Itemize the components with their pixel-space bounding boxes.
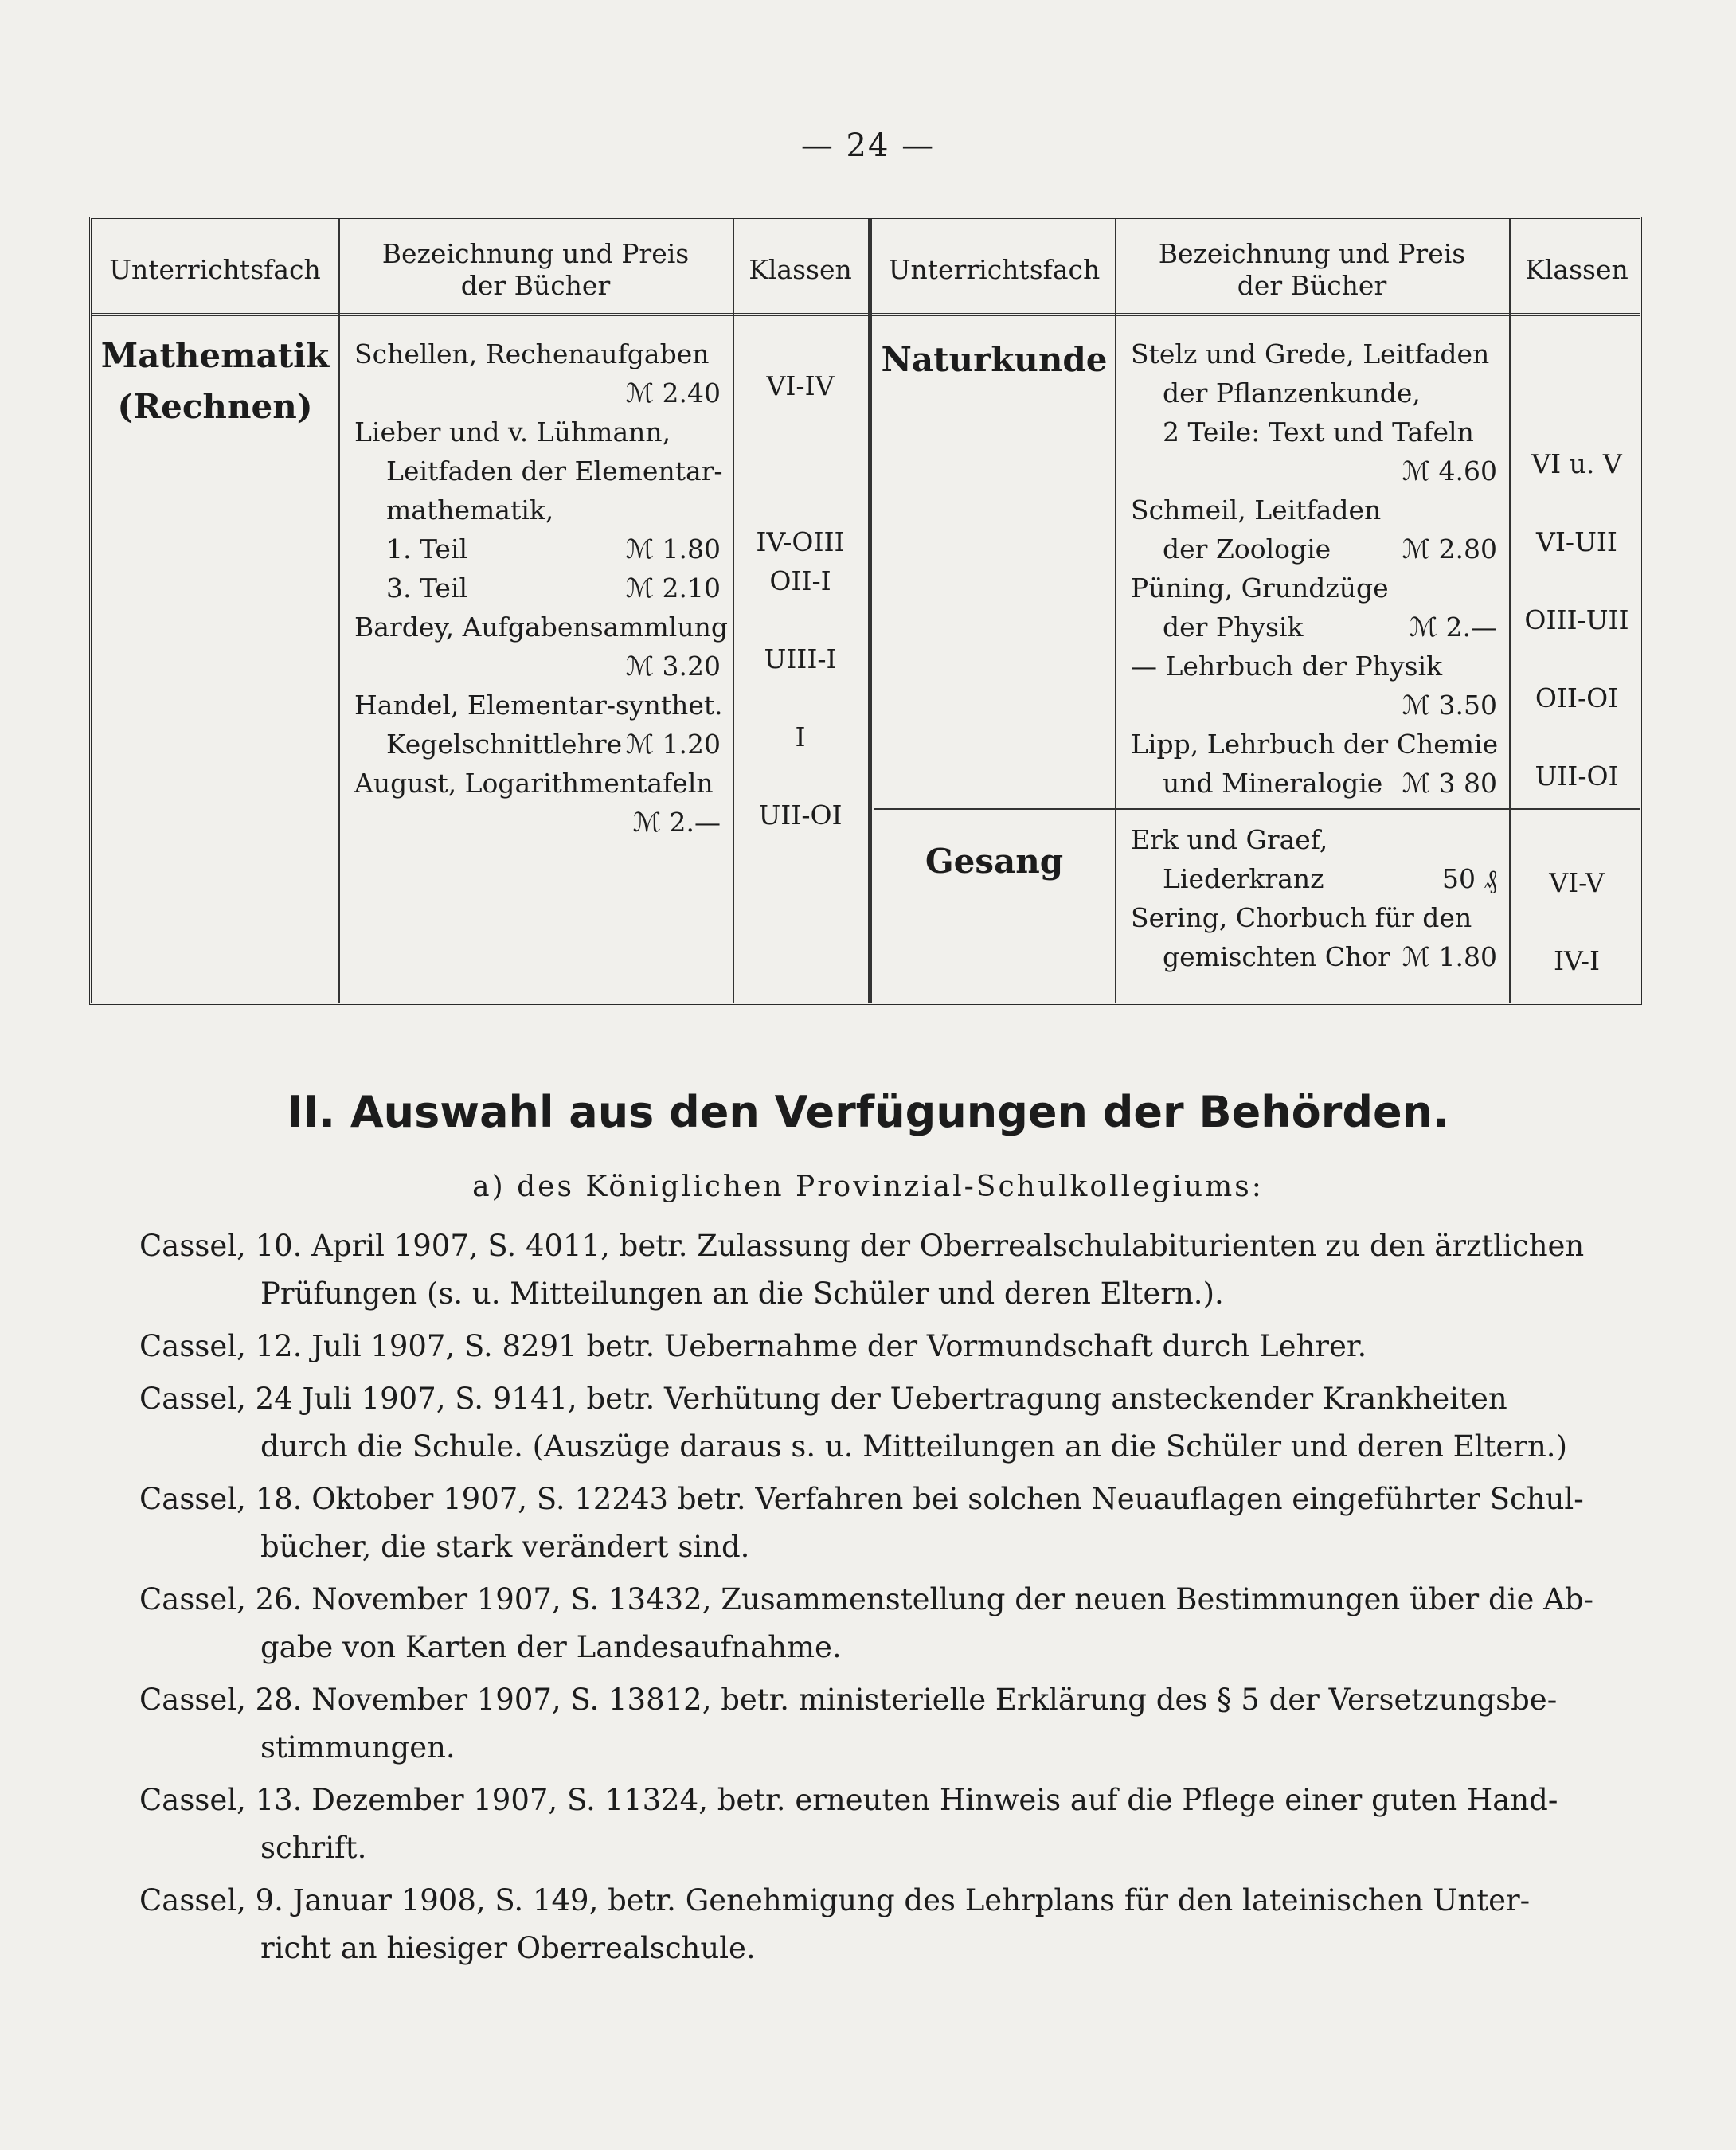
section-subtitle: a) des Königlichen Provinzial-Schulkollegiums: [472, 1171, 1264, 1203]
class-cell: VI-UII [1536, 526, 1617, 557]
page-number: — 24 — [800, 127, 936, 164]
class-cell: IV-I [1553, 945, 1601, 976]
ordinance-item: Cassel, 12. Juli 1907, S. 8291 betr. Uebernahme der Vormundschaft durch Lehrer. [139, 1329, 1367, 1363]
col-divider [1115, 219, 1116, 1003]
header-rule [92, 313, 1640, 316]
class-cell: UII-OI [758, 799, 843, 831]
ordinance-item: Cassel, 18. Oktober 1907, S. 12243 betr. Verfahren bei solchen Neuauflagen eingeführter Schul- bücher, die stark verändert sind. [139, 1482, 1584, 1564]
nature-book-list: Stelz und Grede, Leitfaden der Pflanzenkunde, 2 Teile: Text und Tafeln ℳ 4.60 Schmeil, Leitfaden der Zoologie ℳ 2.80 Püning, Grundzüge der Physik ℳ 2.— — Lehrbuch der Physik ℳ 3.50 Lipp, Lehrbuch der Chemie und Mineralogie ℳ 3 80 [1131, 338, 1499, 799]
header-books-left: Bezeichnung und Preis der Bücher [381, 238, 690, 301]
section-title: II. Auswahl aus den Verfügungen der Behörden. [287, 1087, 1449, 1137]
class-cell: OII-OI [1535, 682, 1619, 713]
col-divider-double [868, 219, 872, 1003]
ordinance-list [139, 1222, 1613, 1977]
ordinance-item: Cassel, 28. November 1907, S. 13812, betr. ministerielle Erklärung des § 5 der Versetzungsbe- stimmungen. [139, 1683, 1558, 1765]
ordinance-item: Cassel, 10. April 1907, S. 4011, betr. Zulassung der Oberrealschulabiturienten zu den ärztlichen Prüfungen (s. u. Mitteilungen an die Schüler und deren Eltern.). [139, 1229, 1585, 1311]
subject-gesang: Gesang [925, 842, 1064, 881]
header-classes-right: Klassen [1525, 254, 1628, 285]
header-subject-left: Unterrichtsfach [109, 254, 321, 285]
class-cell: I [795, 721, 806, 752]
header-subject-right: Unterrichtsfach [888, 254, 1101, 285]
subject-naturkunde: Naturkunde [881, 340, 1108, 379]
class-cell: VI u. V [1531, 448, 1622, 479]
class-cell: OII-I [769, 565, 831, 596]
ordinance-item: Cassel, 24 Juli 1907, S. 9141, betr. Verhütung der Uebertragung ansteckender Krankheiten durch die Schule. (Auszüge daraus s. u. Mitteilungen an die Schüler und deren Eltern.) [139, 1382, 1568, 1464]
ordinance-item: Cassel, 26. November 1907, S. 13432, Zusammenstellung der neuen Bestimmungen über die Ab- gabe von Karten der Landesaufnahme. [139, 1582, 1594, 1664]
class-cell: OIII-UII [1524, 604, 1629, 635]
math-book-list: Schellen, Rechenaufgaben ℳ 2.40 Lieber und v. Lühmann, Leitfaden der Elementar- mathematik, 1. Teil ℳ 1.80 3. Teil ℳ 2.10 Bardey, Aufgabensammlung ℳ 3.20 Handel, Elementar-synthet. Kegelschnittlehre ℳ 1.20 August, Logarithmentafeln ℳ 2.— [354, 338, 728, 838]
gesang-book-list: Erk und Graef, Liederkranz 50 ₰ Sering, Chorbuch für den gemischten Chor ℳ 1.80 [1131, 824, 1497, 972]
book-table [89, 217, 1642, 1005]
class-cell: UIII-I [764, 643, 837, 674]
col-divider [338, 219, 340, 1003]
subject-mathematik: Mathematik (Rechnen) [100, 336, 330, 426]
class-cell: IV-OIII [756, 526, 845, 557]
header-books-right: Bezeichnung und Preis der Bücher [1158, 238, 1466, 301]
class-cell: VI-V [1549, 867, 1605, 898]
class-cell: UII-OI [1535, 760, 1619, 792]
row-divider [874, 808, 1640, 810]
ordinance-item: Cassel, 9. Januar 1908, S. 149, betr. Genehmigung des Lehrplans für den lateinischen Unter- richt an hiesiger Oberrealschule. [139, 1883, 1531, 1965]
class-cell: VI-IV [766, 370, 835, 401]
header-classes-left: Klassen [749, 254, 852, 285]
col-divider [733, 219, 734, 1003]
ordinance-item: Cassel, 13. Dezember 1907, S. 11324, betr. erneuten Hinweis auf die Pflege einer guten Hand- schrift. [139, 1783, 1558, 1865]
col-divider [1509, 219, 1511, 1003]
